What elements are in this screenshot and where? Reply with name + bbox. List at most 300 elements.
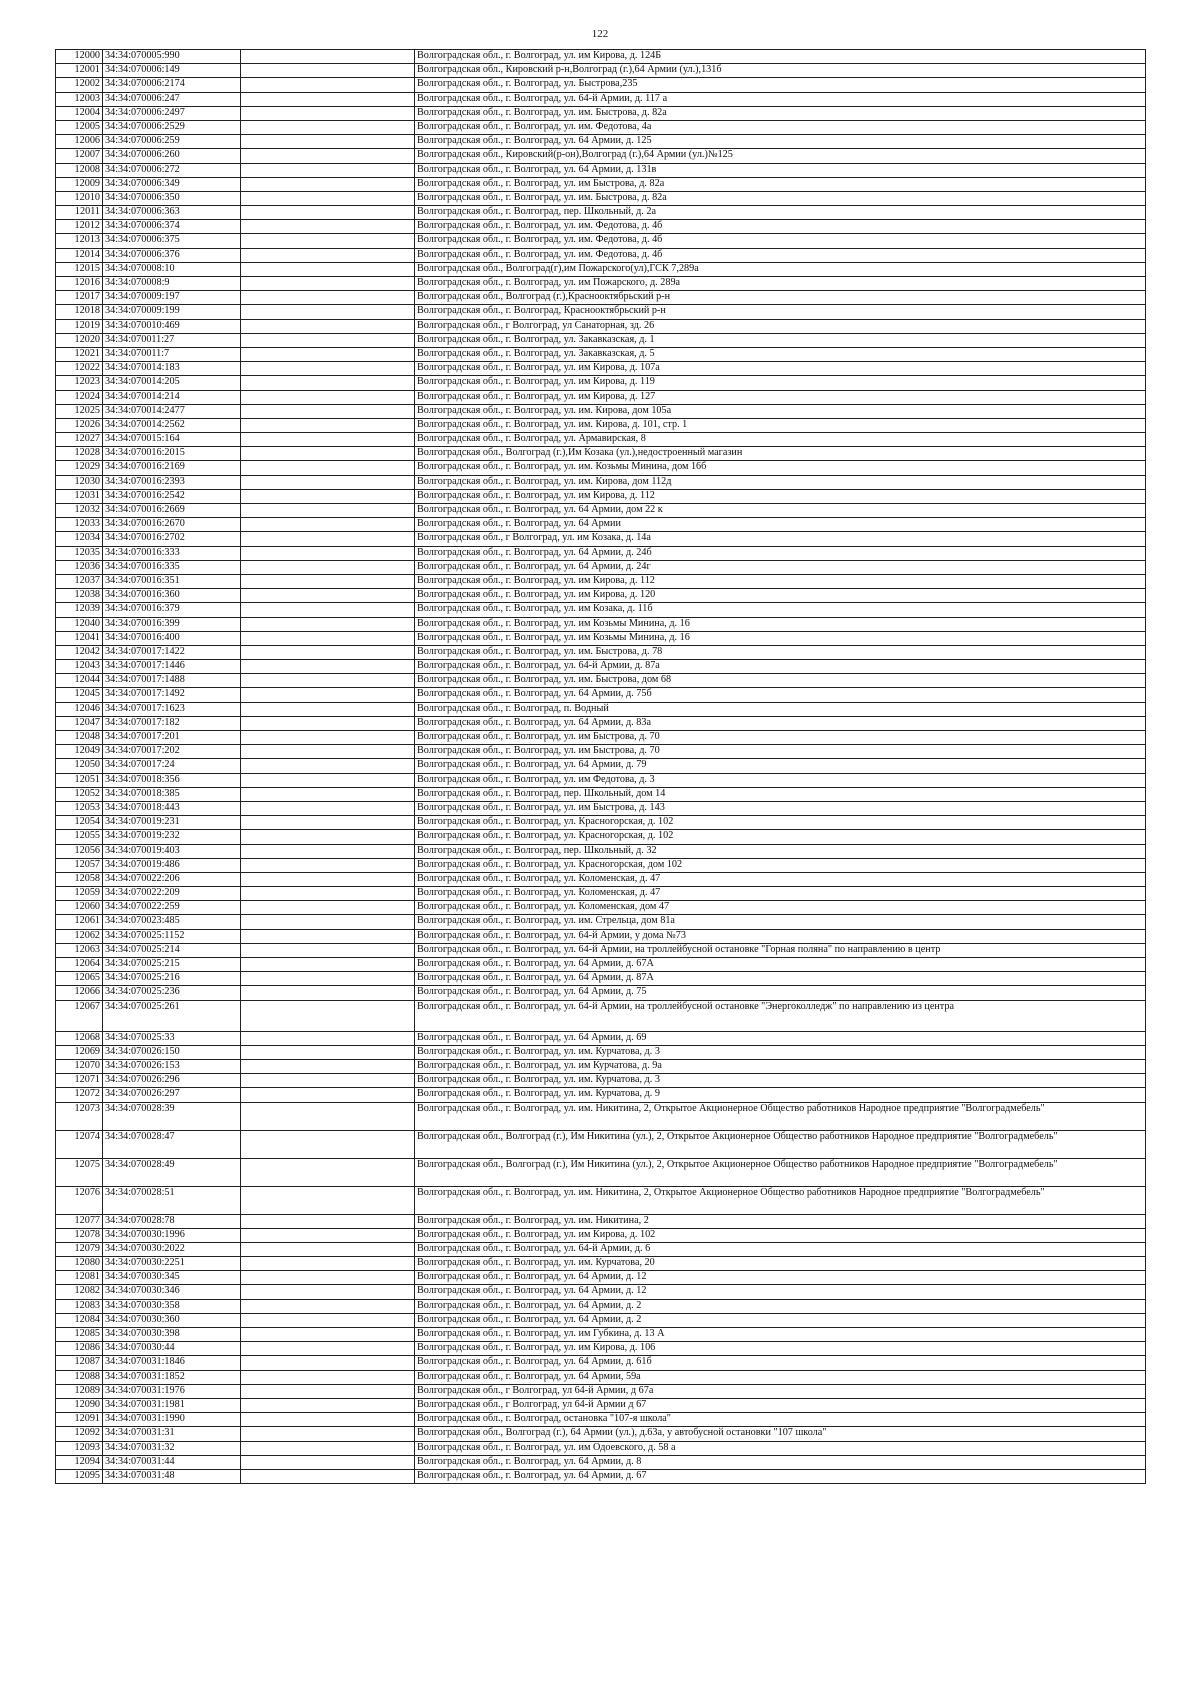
table-row bbox=[56, 1102, 1146, 1130]
blank-cell bbox=[241, 234, 415, 248]
blank-cell bbox=[241, 773, 415, 787]
blank-cell bbox=[241, 1257, 415, 1271]
row-number: 12023 bbox=[56, 376, 103, 390]
cadastral-number: 34:34:070016:379 bbox=[103, 603, 241, 617]
blank-cell bbox=[241, 731, 415, 745]
row-number: 12030 bbox=[56, 475, 103, 489]
cadastral-number: 34:34:070016:2670 bbox=[103, 518, 241, 532]
blank-cell bbox=[241, 50, 415, 64]
blank-cell bbox=[241, 1214, 415, 1228]
table-row bbox=[56, 1271, 1146, 1285]
row-number: 12065 bbox=[56, 972, 103, 986]
address: Волгоградская обл., г. Волгоград, ул. им Федотова, д. 3 bbox=[415, 773, 1146, 787]
table-row bbox=[56, 461, 1146, 475]
cadastral-number: 34:34:070018:443 bbox=[103, 801, 241, 815]
table-row bbox=[56, 688, 1146, 702]
table-row bbox=[56, 1413, 1146, 1427]
blank-cell bbox=[241, 1000, 415, 1031]
cadastral-number: 34:34:070018:356 bbox=[103, 773, 241, 787]
address: Волгоградская обл., г. Волгоград, ул. 64 Армии, д. 69 bbox=[415, 1031, 1146, 1045]
cadastral-number: 34:34:070019:231 bbox=[103, 816, 241, 830]
table-row bbox=[56, 78, 1146, 92]
table-row bbox=[56, 404, 1146, 418]
cadastral-number: 34:34:070016:333 bbox=[103, 546, 241, 560]
row-number: 12047 bbox=[56, 716, 103, 730]
blank-cell bbox=[241, 958, 415, 972]
address: Волгоградская обл., г. Волгоград, ул. им. Федотова, д. 4б bbox=[415, 234, 1146, 248]
cadastral-number: 34:34:070016:2015 bbox=[103, 447, 241, 461]
cadastral-number: 34:34:070010:469 bbox=[103, 319, 241, 333]
address: Волгоградская обл., г. Волгоград, ул. им Быстрова, д. 70 bbox=[415, 731, 1146, 745]
blank-cell bbox=[241, 603, 415, 617]
address: Волгоградская обл., г. Волгоград, пер. Школьный, дом 14 bbox=[415, 787, 1146, 801]
row-number: 12082 bbox=[56, 1285, 103, 1299]
cadastral-number: 34:34:070014:214 bbox=[103, 390, 241, 404]
row-number: 12034 bbox=[56, 532, 103, 546]
blank-cell bbox=[241, 631, 415, 645]
address: Волгоградская обл., г. Волгоград, ул. 64 Армии, д. 79 bbox=[415, 759, 1146, 773]
table-row bbox=[56, 234, 1146, 248]
cadastral-number: 34:34:070030:358 bbox=[103, 1299, 241, 1313]
table-row bbox=[56, 929, 1146, 943]
table-row bbox=[56, 504, 1146, 518]
cadastral-number: 34:34:070030:44 bbox=[103, 1342, 241, 1356]
blank-cell bbox=[241, 1045, 415, 1059]
cadastral-number: 34:34:070030:398 bbox=[103, 1328, 241, 1342]
blank-cell bbox=[241, 376, 415, 390]
row-number: 12037 bbox=[56, 574, 103, 588]
table-row bbox=[56, 801, 1146, 815]
row-number: 12040 bbox=[56, 617, 103, 631]
blank-cell bbox=[241, 972, 415, 986]
address: Волгоградская обл., г. Волгоград, ул. им Быстрова, д. 143 bbox=[415, 801, 1146, 815]
cadastral-number: 34:34:070025:33 bbox=[103, 1031, 241, 1045]
blank-cell bbox=[241, 248, 415, 262]
address: Волгоградская обл., г Волгоград, ул 64-й Армии д 67 bbox=[415, 1398, 1146, 1412]
cadastral-number: 34:34:070025:261 bbox=[103, 1000, 241, 1031]
cadastral-number: 34:34:070028:47 bbox=[103, 1130, 241, 1158]
table-row bbox=[56, 1186, 1146, 1214]
table-row bbox=[56, 64, 1146, 78]
cadastral-number: 34:34:070009:199 bbox=[103, 305, 241, 319]
table-row bbox=[56, 518, 1146, 532]
row-number: 12038 bbox=[56, 589, 103, 603]
table-row bbox=[56, 745, 1146, 759]
row-number: 12089 bbox=[56, 1384, 103, 1398]
address: Волгоградская обл., г. Волгоград, ул. 64 Армии, д. 2 bbox=[415, 1313, 1146, 1327]
cadastral-number: 34:34:070028:49 bbox=[103, 1158, 241, 1186]
address: Волгоградская обл., г. Волгоград, ул. им. Федотова, 4а bbox=[415, 120, 1146, 134]
row-number: 12076 bbox=[56, 1186, 103, 1214]
blank-cell bbox=[241, 830, 415, 844]
table-row bbox=[56, 433, 1146, 447]
address: Волгоградская обл., г. Волгоград, ул. 64-й Армии, д. 117 а bbox=[415, 92, 1146, 106]
table-row bbox=[56, 447, 1146, 461]
blank-cell bbox=[241, 816, 415, 830]
address: Волгоградская обл., г. Волгоград, ул. 64 Армии, д. 67 bbox=[415, 1469, 1146, 1483]
address: Волгоградская обл., г. Волгоград, ул. 64-й Армии, на троллейбусной остановке "Горная поляна" по направлению в центр bbox=[415, 943, 1146, 957]
blank-cell bbox=[241, 333, 415, 347]
address: Волгоградская обл., г. Волгоград, ул. им. Федотова, д. 4б bbox=[415, 220, 1146, 234]
address: Волгоградская обл., г. Волгоград, остановка "107-я школа" bbox=[415, 1413, 1146, 1427]
table-row bbox=[56, 532, 1146, 546]
address: Волгоградская обл., г. Волгоград, ул. им Кирова, д. 107а bbox=[415, 362, 1146, 376]
address: Волгоградская обл., г. Волгоград, ул. 64 Армии, д. 75б bbox=[415, 688, 1146, 702]
cadastral-number: 34:34:070022:259 bbox=[103, 901, 241, 915]
cadastral-number: 34:34:070014:2477 bbox=[103, 404, 241, 418]
table-row bbox=[56, 1214, 1146, 1228]
address: Волгоградская обл., г. Волгоград, ул. им Козака, д. 11б bbox=[415, 603, 1146, 617]
row-number: 12067 bbox=[56, 1000, 103, 1031]
row-number: 12043 bbox=[56, 660, 103, 674]
cadastral-number: 34:34:070023:485 bbox=[103, 915, 241, 929]
row-number: 12053 bbox=[56, 801, 103, 815]
blank-cell bbox=[241, 532, 415, 546]
table-row bbox=[56, 262, 1146, 276]
table-row bbox=[56, 1328, 1146, 1342]
address: Волгоградская обл., г. Волгоград, Краснооктябрьский р-н bbox=[415, 305, 1146, 319]
blank-cell bbox=[241, 305, 415, 319]
table-row bbox=[56, 858, 1146, 872]
cadastral-number: 34:34:070025:216 bbox=[103, 972, 241, 986]
table-row bbox=[56, 603, 1146, 617]
blank-cell bbox=[241, 702, 415, 716]
row-number: 12007 bbox=[56, 149, 103, 163]
address: Волгоградская обл., г. Волгоград, ул. 64 Армии bbox=[415, 518, 1146, 532]
table-row bbox=[56, 872, 1146, 886]
row-number: 12010 bbox=[56, 191, 103, 205]
address: Волгоградская обл., г. Волгоград, ул. им. Кирова, д. 101, стр. 1 bbox=[415, 418, 1146, 432]
registry-table bbox=[55, 49, 1146, 1484]
address: Волгоградская обл., г. Волгоград, ул. 64 Армии, 59а bbox=[415, 1370, 1146, 1384]
blank-cell bbox=[241, 759, 415, 773]
address: Волгоградская обл., г. Волгоград, ул. им Кирова, д. 120 bbox=[415, 589, 1146, 603]
table-row bbox=[56, 1000, 1146, 1031]
row-number: 12039 bbox=[56, 603, 103, 617]
row-number: 12070 bbox=[56, 1059, 103, 1073]
address: Волгоградская обл., г. Волгоград, ул. им Кирова, д. 127 bbox=[415, 390, 1146, 404]
blank-cell bbox=[241, 787, 415, 801]
blank-cell bbox=[241, 1102, 415, 1130]
table-row bbox=[56, 135, 1146, 149]
row-number: 12014 bbox=[56, 248, 103, 262]
blank-cell bbox=[241, 745, 415, 759]
cadastral-number: 34:34:070031:31 bbox=[103, 1427, 241, 1441]
row-number: 12021 bbox=[56, 347, 103, 361]
address: Волгоградская обл., г. Волгоград, ул. им. Курчатова, 20 bbox=[415, 1257, 1146, 1271]
row-number: 12080 bbox=[56, 1257, 103, 1271]
table-row bbox=[56, 418, 1146, 432]
row-number: 12016 bbox=[56, 277, 103, 291]
blank-cell bbox=[241, 319, 415, 333]
blank-cell bbox=[241, 1469, 415, 1483]
table-row bbox=[56, 1059, 1146, 1073]
page-number: 122 bbox=[591, 28, 609, 40]
address: Волгоградская обл., Кировский(р-он),Волгоград (г.),64 Армии (ул.)№125 bbox=[415, 149, 1146, 163]
address: Волгоградская обл., г. Волгоград, ул. Красногорская, д. 102 bbox=[415, 830, 1146, 844]
cadastral-number: 34:34:070017:24 bbox=[103, 759, 241, 773]
cadastral-number: 34:34:070016:2669 bbox=[103, 504, 241, 518]
address: Волгоградская обл., г. Волгоград, ул. им. Никитина, 2, Открытое Акционерное Общество работников Народное предприятие "Волгоградмебель" bbox=[415, 1186, 1146, 1214]
blank-cell bbox=[241, 433, 415, 447]
table-row bbox=[56, 1455, 1146, 1469]
table-row bbox=[56, 291, 1146, 305]
address: Волгоградская обл., г. Волгоград, ул. им Кирова, д. 124Б bbox=[415, 50, 1146, 64]
table-row bbox=[56, 1384, 1146, 1398]
row-number: 12087 bbox=[56, 1356, 103, 1370]
blank-cell bbox=[241, 660, 415, 674]
row-number: 12051 bbox=[56, 773, 103, 787]
blank-cell bbox=[241, 404, 415, 418]
blank-cell bbox=[241, 1130, 415, 1158]
address: Волгоградская обл., г Волгоград, ул 64-й Армии, д 67а bbox=[415, 1384, 1146, 1398]
address: Волгоградская обл., г. Волгоград, ул. 64 Армии, д. 8 bbox=[415, 1455, 1146, 1469]
row-number: 12092 bbox=[56, 1427, 103, 1441]
address: Волгоградская обл., г. Волгоград, ул. Красногорская, дом 102 bbox=[415, 858, 1146, 872]
address: Волгоградская обл., г. Волгоград, ул. им Одоевского, д. 58 а bbox=[415, 1441, 1146, 1455]
cadastral-number: 34:34:070025:215 bbox=[103, 958, 241, 972]
table-row bbox=[56, 716, 1146, 730]
row-number: 12006 bbox=[56, 135, 103, 149]
cadastral-number: 34:34:070016:360 bbox=[103, 589, 241, 603]
blank-cell bbox=[241, 1242, 415, 1256]
cadastral-number: 34:34:070008:10 bbox=[103, 262, 241, 276]
table-row bbox=[56, 830, 1146, 844]
table-row bbox=[56, 120, 1146, 134]
blank-cell bbox=[241, 277, 415, 291]
table-row bbox=[56, 347, 1146, 361]
table-row bbox=[56, 943, 1146, 957]
address: Волгоградская обл., г. Волгоград, ул. Армавирская, 8 bbox=[415, 433, 1146, 447]
row-number: 12074 bbox=[56, 1130, 103, 1158]
row-number: 12031 bbox=[56, 489, 103, 503]
blank-cell bbox=[241, 135, 415, 149]
row-number: 12090 bbox=[56, 1398, 103, 1412]
cadastral-number: 34:34:070006:272 bbox=[103, 163, 241, 177]
blank-cell bbox=[241, 390, 415, 404]
row-number: 12061 bbox=[56, 915, 103, 929]
table-row bbox=[56, 149, 1146, 163]
address: Волгоградская обл., г. Волгоград, ул. 64 Армии, д. 12 bbox=[415, 1285, 1146, 1299]
table-row bbox=[56, 50, 1146, 64]
table-row bbox=[56, 1342, 1146, 1356]
cadastral-number: 34:34:070022:209 bbox=[103, 887, 241, 901]
cadastral-number: 34:34:070031:48 bbox=[103, 1469, 241, 1483]
address: Волгоградская обл., г. Волгоград, ул. им. Курчатова, д. 3 bbox=[415, 1074, 1146, 1088]
address: Волгоградская обл., г. Волгоград, ул. им. Федотова, д. 4б bbox=[415, 248, 1146, 262]
address: Волгоградская обл., г. Волгоград, ул. им Козьмы Минина, д. 16 bbox=[415, 617, 1146, 631]
address: Волгоградская обл., г. Волгоград, ул. 64 Армии, д. 87А bbox=[415, 972, 1146, 986]
blank-cell bbox=[241, 1299, 415, 1313]
row-number: 12033 bbox=[56, 518, 103, 532]
blank-cell bbox=[241, 1228, 415, 1242]
cadastral-number: 34:34:070009:197 bbox=[103, 291, 241, 305]
cadastral-number: 34:34:070019:486 bbox=[103, 858, 241, 872]
address: Волгоградская обл., г. Волгоград, ул. им Кирова, д. 119 bbox=[415, 376, 1146, 390]
blank-cell bbox=[241, 92, 415, 106]
cadastral-number: 34:34:070026:150 bbox=[103, 1045, 241, 1059]
row-number: 12015 bbox=[56, 262, 103, 276]
row-number: 12094 bbox=[56, 1455, 103, 1469]
cadastral-number: 34:34:070031:32 bbox=[103, 1441, 241, 1455]
blank-cell bbox=[241, 589, 415, 603]
blank-cell bbox=[241, 489, 415, 503]
cadastral-number: 34:34:070028:39 bbox=[103, 1102, 241, 1130]
cadastral-number: 34:34:070017:1492 bbox=[103, 688, 241, 702]
row-number: 12020 bbox=[56, 333, 103, 347]
row-number: 12063 bbox=[56, 943, 103, 957]
address: Волгоградская обл., г. Волгоград, пер. Школьный, д. 32 bbox=[415, 844, 1146, 858]
cadastral-number: 34:34:070016:400 bbox=[103, 631, 241, 645]
table-row bbox=[56, 1313, 1146, 1327]
row-number: 12056 bbox=[56, 844, 103, 858]
address: Волгоградская обл., Волгоград (г.), Им Никитина (ул.), 2, Открытое Акционерное Общество работников Народное предприятие "Волгоградмебель" bbox=[415, 1158, 1146, 1186]
cadastral-number: 34:34:070019:403 bbox=[103, 844, 241, 858]
cadastral-number: 34:34:070006:247 bbox=[103, 92, 241, 106]
address: Волгоградская обл., г. Волгоград, ул. им Губкина, д. 13 А bbox=[415, 1328, 1146, 1342]
table-row bbox=[56, 887, 1146, 901]
cadastral-number: 34:34:070028:51 bbox=[103, 1186, 241, 1214]
blank-cell bbox=[241, 1313, 415, 1327]
row-number: 12000 bbox=[56, 50, 103, 64]
blank-cell bbox=[241, 1427, 415, 1441]
row-number: 12088 bbox=[56, 1370, 103, 1384]
table-row bbox=[56, 1469, 1146, 1483]
blank-cell bbox=[241, 1059, 415, 1073]
row-number: 12046 bbox=[56, 702, 103, 716]
address: Волгоградская обл., г. Волгоград, ул. 64 Армии, д. 131в bbox=[415, 163, 1146, 177]
address: Волгоградская обл., г. Волгоград, ул. им. Никитина, 2, Открытое Акционерное Общество работников Народное предприятие "Волгоградмебель" bbox=[415, 1102, 1146, 1130]
cadastral-number: 34:34:070006:350 bbox=[103, 191, 241, 205]
row-number: 12003 bbox=[56, 92, 103, 106]
table-row bbox=[56, 1370, 1146, 1384]
blank-cell bbox=[241, 858, 415, 872]
cadastral-number: 34:34:070016:399 bbox=[103, 617, 241, 631]
table-row bbox=[56, 333, 1146, 347]
row-number: 12009 bbox=[56, 177, 103, 191]
row-number: 12026 bbox=[56, 418, 103, 432]
address: Волгоградская обл., г. Волгоград, пер. Школьный, д. 2а bbox=[415, 206, 1146, 220]
address: Волгоградская обл., г. Волгоград, ул. Коломенская, д. 47 bbox=[415, 887, 1146, 901]
table-row bbox=[56, 674, 1146, 688]
row-number: 12093 bbox=[56, 1441, 103, 1455]
blank-cell bbox=[241, 64, 415, 78]
table-row bbox=[56, 1158, 1146, 1186]
table-row bbox=[56, 972, 1146, 986]
table-row bbox=[56, 191, 1146, 205]
blank-cell bbox=[241, 617, 415, 631]
table-row bbox=[56, 475, 1146, 489]
blank-cell bbox=[241, 362, 415, 376]
address: Волгоградская обл., г. Волгоград, ул. им. Курчатова, д. 9 bbox=[415, 1088, 1146, 1102]
registry-body bbox=[56, 50, 1146, 1484]
table-row bbox=[56, 787, 1146, 801]
address: Волгоградская обл., г. Волгоград, ул. им Кирова, д. 112 bbox=[415, 574, 1146, 588]
cadastral-number: 34:34:070014:2562 bbox=[103, 418, 241, 432]
cadastral-number: 34:34:070011:27 bbox=[103, 333, 241, 347]
address: Волгоградская обл., Волгоград (г.), Им Никитина (ул.), 2, Открытое Акционерное Общество работников Народное предприятие "Волгоградмебель" bbox=[415, 1130, 1146, 1158]
cadastral-number: 34:34:070030:360 bbox=[103, 1313, 241, 1327]
cadastral-number: 34:34:070015:164 bbox=[103, 433, 241, 447]
blank-cell bbox=[241, 518, 415, 532]
table-row bbox=[56, 106, 1146, 120]
blank-cell bbox=[241, 106, 415, 120]
row-number: 12008 bbox=[56, 163, 103, 177]
row-number: 12060 bbox=[56, 901, 103, 915]
cadastral-number: 34:34:070005:990 bbox=[103, 50, 241, 64]
row-number: 12086 bbox=[56, 1342, 103, 1356]
table-row bbox=[56, 376, 1146, 390]
row-number: 12058 bbox=[56, 872, 103, 886]
row-number: 12035 bbox=[56, 546, 103, 560]
blank-cell bbox=[241, 915, 415, 929]
cadastral-number: 34:34:070030:346 bbox=[103, 1285, 241, 1299]
address: Волгоградская обл., г. Волгоград, ул. 64 Армии, д. 75 bbox=[415, 986, 1146, 1000]
address: Волгоградская обл., г. Волгоград, ул. им Кирова, д. 112 bbox=[415, 489, 1146, 503]
cadastral-number: 34:34:070016:2169 bbox=[103, 461, 241, 475]
row-number: 12050 bbox=[56, 759, 103, 773]
table-row bbox=[56, 1285, 1146, 1299]
table-row bbox=[56, 1257, 1146, 1271]
row-number: 12004 bbox=[56, 106, 103, 120]
blank-cell bbox=[241, 177, 415, 191]
address: Волгоградская обл., г. Волгоград, ул. им. Быстрова, д. 82а bbox=[415, 106, 1146, 120]
blank-cell bbox=[241, 645, 415, 659]
table-row bbox=[56, 1045, 1146, 1059]
row-number: 12085 bbox=[56, 1328, 103, 1342]
cadastral-number: 34:34:070014:183 bbox=[103, 362, 241, 376]
row-number: 12057 bbox=[56, 858, 103, 872]
row-number: 12005 bbox=[56, 120, 103, 134]
cadastral-number: 34:34:070011:7 bbox=[103, 347, 241, 361]
row-number: 12001 bbox=[56, 64, 103, 78]
table-row bbox=[56, 248, 1146, 262]
blank-cell bbox=[241, 1074, 415, 1088]
cadastral-number: 34:34:070014:205 bbox=[103, 376, 241, 390]
row-number: 12029 bbox=[56, 461, 103, 475]
cadastral-number: 34:34:070016:351 bbox=[103, 574, 241, 588]
blank-cell bbox=[241, 1370, 415, 1384]
row-number: 12071 bbox=[56, 1074, 103, 1088]
row-number: 12017 bbox=[56, 291, 103, 305]
table-row bbox=[56, 362, 1146, 376]
blank-cell bbox=[241, 1441, 415, 1455]
cadastral-number: 34:34:070006:376 bbox=[103, 248, 241, 262]
blank-cell bbox=[241, 461, 415, 475]
cadastral-number: 34:34:070006:260 bbox=[103, 149, 241, 163]
address: Волгоградская обл., г. Волгоград, ул. 64 Армии, д. 24б bbox=[415, 546, 1146, 560]
blank-cell bbox=[241, 986, 415, 1000]
cadastral-number: 34:34:070008:9 bbox=[103, 277, 241, 291]
table-row bbox=[56, 958, 1146, 972]
blank-cell bbox=[241, 78, 415, 92]
cadastral-number: 34:34:070006:2529 bbox=[103, 120, 241, 134]
blank-cell bbox=[241, 1328, 415, 1342]
row-number: 12062 bbox=[56, 929, 103, 943]
address: Волгоградская обл., г. Волгоград, ул. им Курчатова, д. 9а bbox=[415, 1059, 1146, 1073]
row-number: 12024 bbox=[56, 390, 103, 404]
row-number: 12064 bbox=[56, 958, 103, 972]
cadastral-number: 34:34:070006:2497 bbox=[103, 106, 241, 120]
row-number: 12055 bbox=[56, 830, 103, 844]
cadastral-number: 34:34:070016:2542 bbox=[103, 489, 241, 503]
row-number: 12044 bbox=[56, 674, 103, 688]
blank-cell bbox=[241, 1384, 415, 1398]
address: Волгоградская обл., г. Волгоград, ул. им Пожарского, д. 289а bbox=[415, 277, 1146, 291]
table-row bbox=[56, 731, 1146, 745]
row-number: 12052 bbox=[56, 787, 103, 801]
address: Волгоградская обл., г. Волгоград, ул. 64 Армии, д. 2 bbox=[415, 1299, 1146, 1313]
